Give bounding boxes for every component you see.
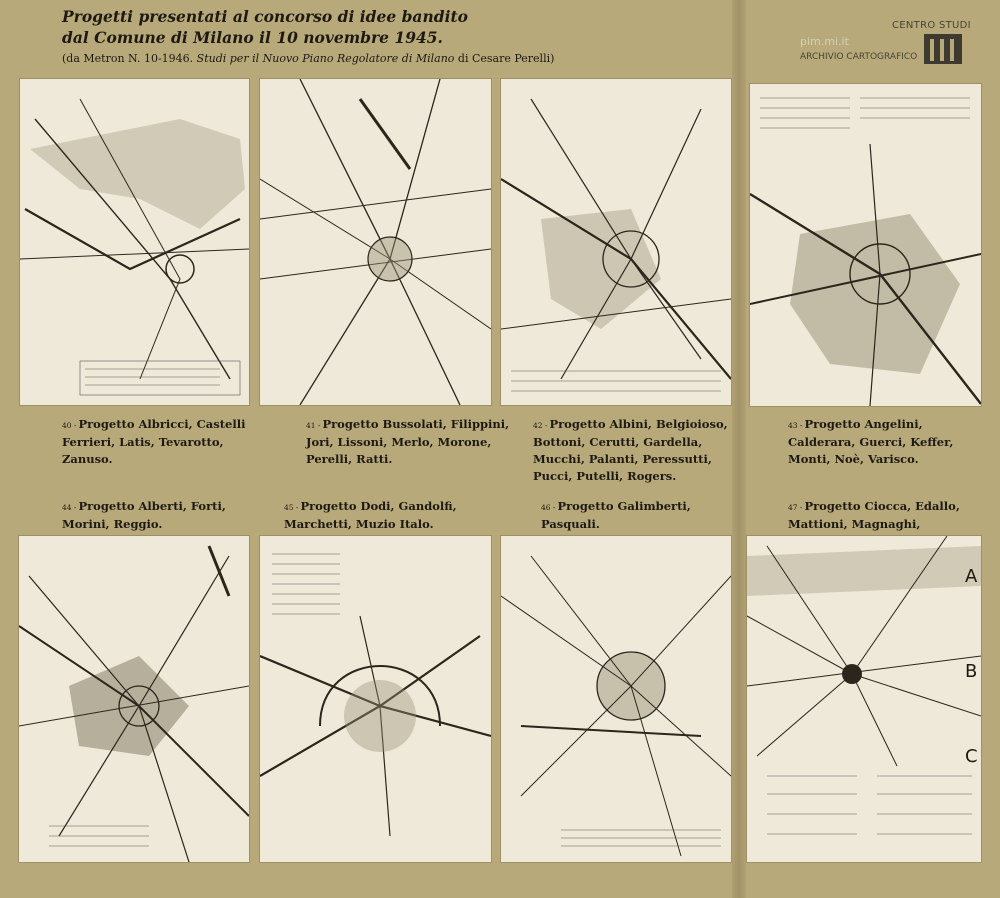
caption-plan-42	[533, 416, 743, 485]
caption-text: Progetto Galimberti, Pasquali.	[541, 499, 691, 531]
caption-text: Progetto Bussolati, Filippini, Jori, Lissoni, Merlo, Morone, Perelli, Ratti.	[306, 417, 510, 466]
watermark-url: pim.mi.it	[800, 35, 849, 48]
caption-plan-40	[62, 416, 272, 468]
caption-number: 41 -	[306, 421, 321, 430]
map-plan-44	[19, 536, 249, 862]
watermark-brand: CENTRO STUDI	[892, 20, 971, 31]
caption-number: 45 -	[284, 503, 299, 512]
zone-label-c: C	[965, 746, 978, 767]
caption-plan-43	[788, 416, 968, 468]
caption-text: Progetto Albricci, Castelli Ferrieri, Latis, Tevarotto, Zanuso.	[62, 417, 246, 466]
zone-label-a: A	[965, 566, 978, 587]
caption-text: Progetto Angelini, Calderara, Guerci, Keffer, Monti, Noè, Varisco.	[788, 417, 954, 466]
subtitle-suffix: di Cesare Perelli)	[454, 52, 555, 65]
map-plan-46	[501, 536, 731, 862]
map-plan-41	[260, 79, 491, 405]
caption-text: Progetto Albini, Belgioioso, Bottoni, Cerutti, Gardella, Mucchi, Palanti, Peressutti, Pucci, Putelli, Rogers.	[533, 417, 728, 483]
map-plan-45	[260, 536, 491, 862]
map-plan-40	[20, 79, 249, 405]
subtitle-italic: Studi per il Nuovo Piano Regolatore di Milano	[196, 52, 455, 65]
map-plan-42	[501, 79, 731, 405]
page-title	[62, 6, 468, 48]
archive-logo-icon	[924, 34, 962, 64]
caption-plan-46	[541, 498, 721, 533]
caption-number: 46 -	[541, 503, 556, 512]
caption-number: 44 -	[62, 503, 77, 512]
caption-text: Progetto Ciocca, Edallo, Mattioni, Magnaghi,	[788, 499, 960, 531]
caption-plan-41	[306, 416, 516, 468]
archive-watermark	[800, 14, 980, 68]
title-line-1: Progetti presentati al concorso di idee bandito	[62, 7, 468, 26]
caption-text: Progetto Alberti, Forti, Morini, Reggio.	[62, 499, 226, 531]
watermark-archive: ARCHIVIO CARTOGRAFICO	[800, 52, 918, 62]
caption-number: 47 -	[788, 503, 803, 512]
subtitle-prefix: (da Metron N. 10-1946.	[62, 52, 197, 65]
caption-plan-45	[284, 498, 474, 533]
title-line-2: dal Comune di Milano il 10 novembre 1945.	[62, 28, 443, 47]
map-plan-47	[747, 536, 981, 862]
caption-plan-44	[62, 498, 232, 533]
page-subtitle	[62, 52, 554, 66]
caption-number: 42 -	[533, 421, 548, 430]
zone-label-b: B	[965, 661, 978, 682]
map-plan-43	[750, 84, 981, 406]
caption-number: 40 -	[62, 421, 77, 430]
caption-text: Progetto Dodi, Gandolfi, Marchetti, Muzio Italo.	[284, 499, 457, 531]
caption-number: 43 -	[788, 421, 803, 430]
